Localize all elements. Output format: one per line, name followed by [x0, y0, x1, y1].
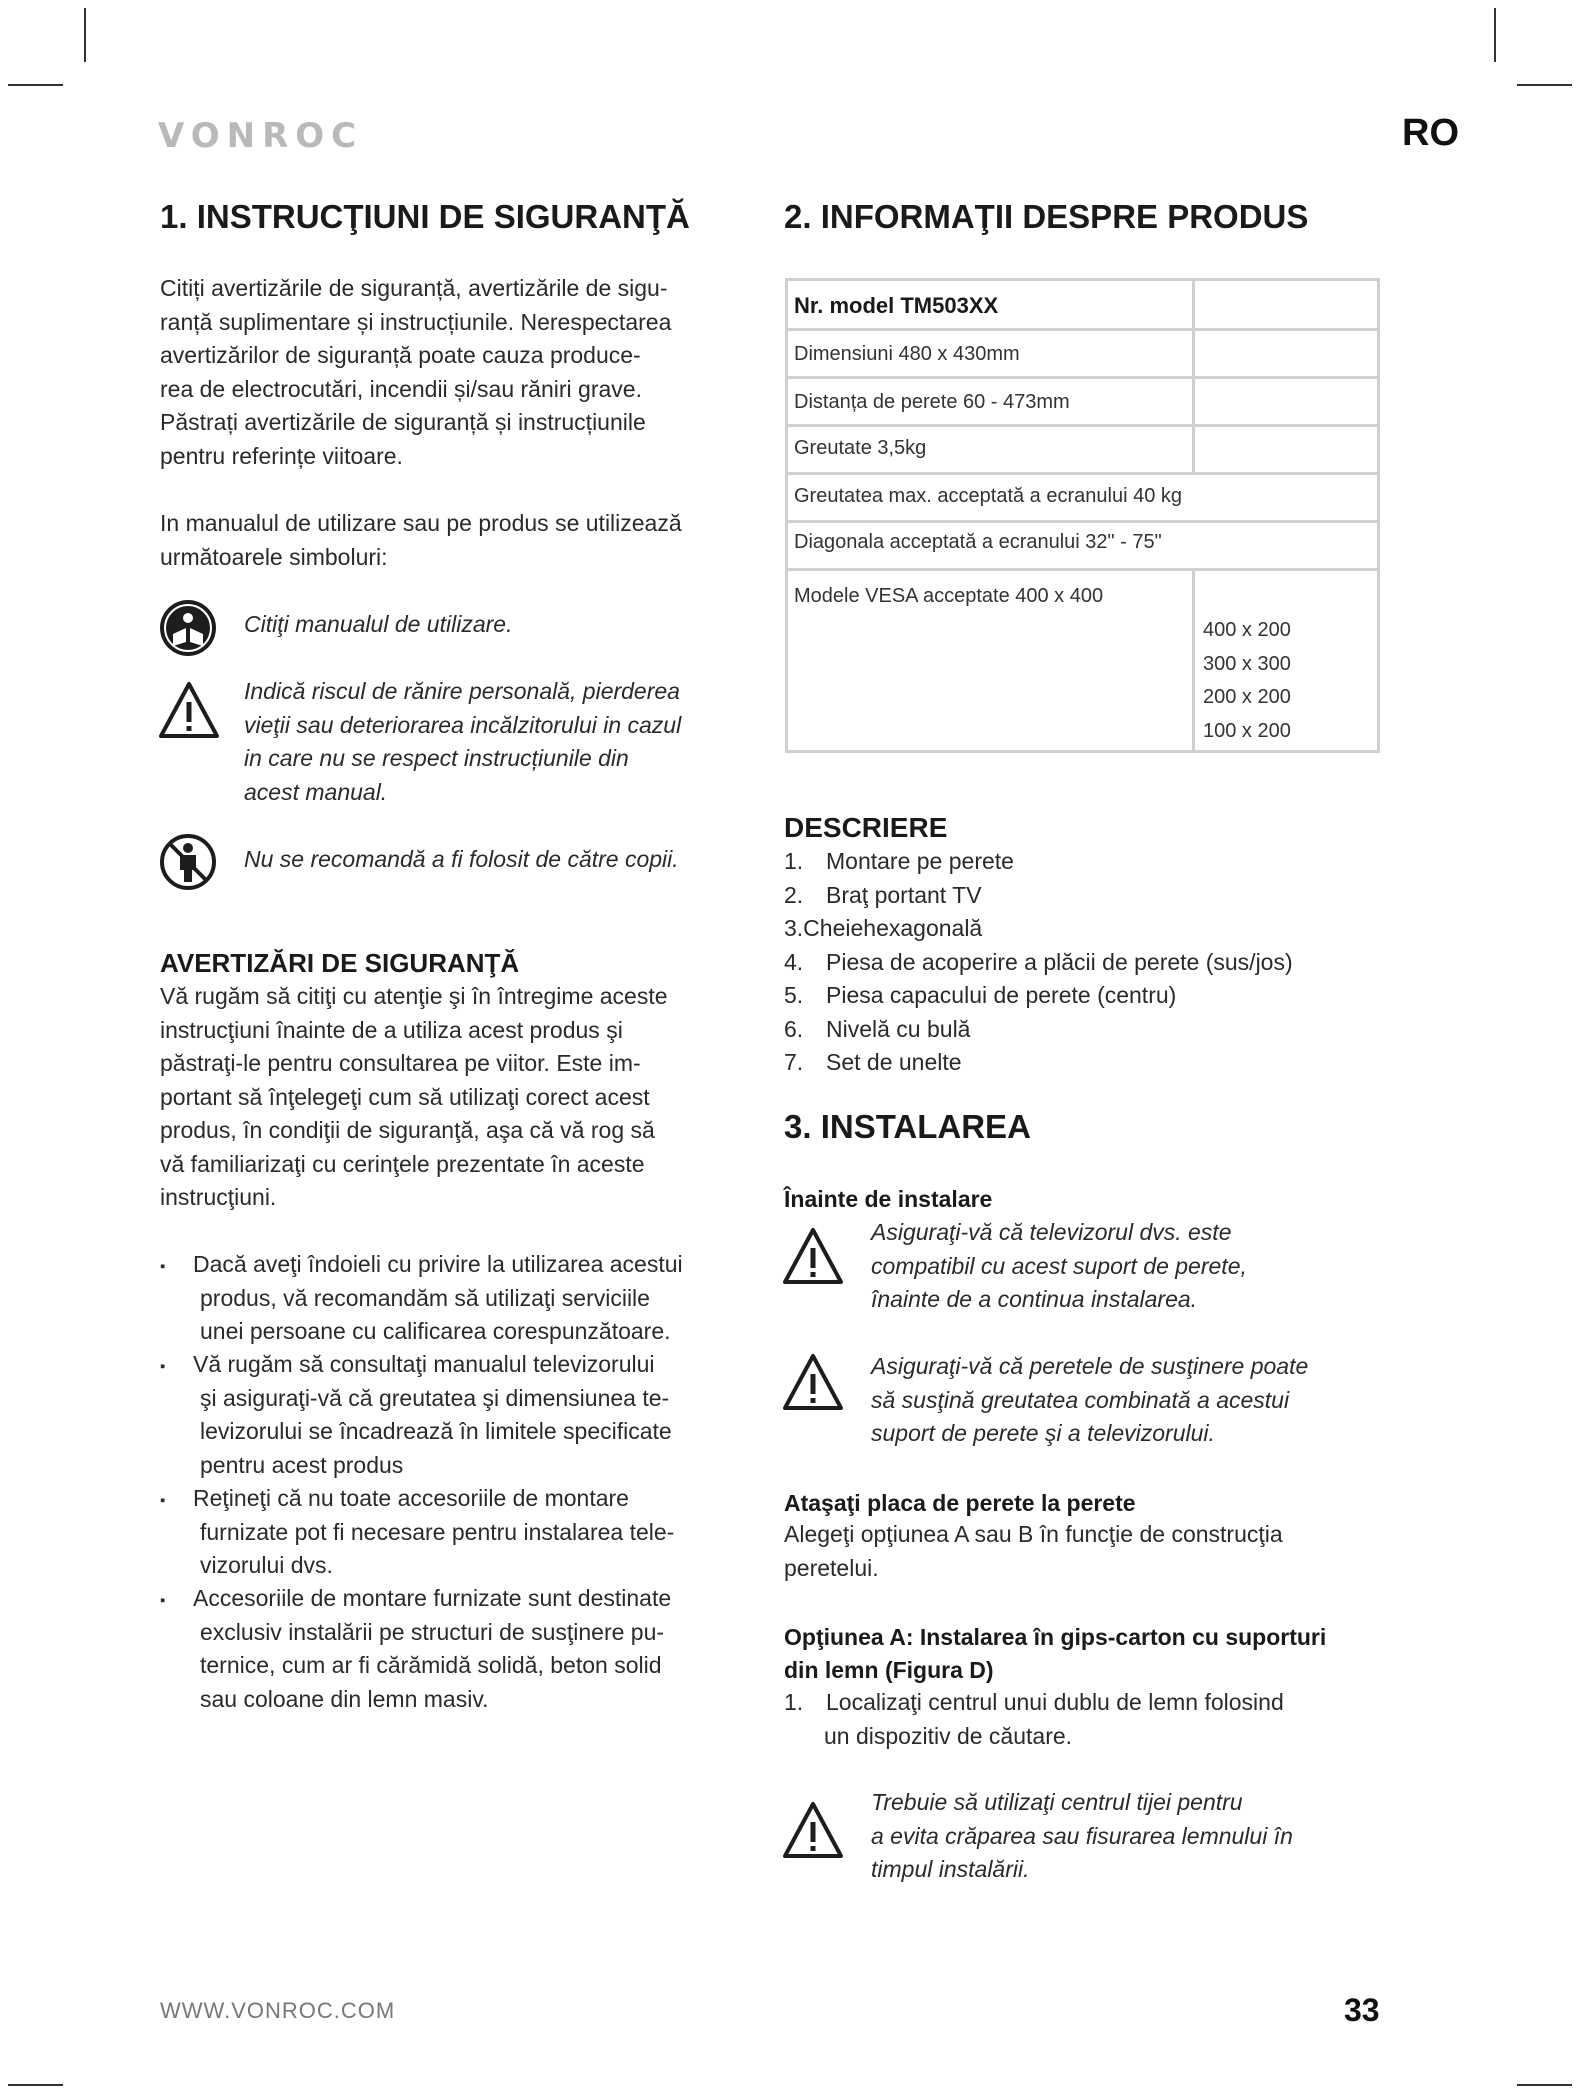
bullet-line: sau coloane din lemn masiv. [200, 1685, 489, 1712]
text-line: instrucţiuni. [160, 1184, 277, 1210]
attach-title: Ataşaţi placa de perete la perete [784, 1490, 1136, 1516]
crop-mark [1494, 8, 1496, 62]
vesa-value: 200 x 200 [1203, 686, 1291, 708]
table-row [787, 378, 1379, 426]
symbol-text: Indică riscul de rănire personală, pierderea [244, 678, 680, 704]
table-row [787, 426, 1379, 474]
bullet-line: Accesoriile de montare furnizate sunt destinate [193, 1585, 672, 1611]
vesa-value: 400 x 200 [1203, 619, 1291, 641]
bullet-line: furnizate pot fi necesare pentru instalarea tele- [200, 1518, 675, 1545]
spec-table [785, 278, 1380, 753]
text-line: următoarele simboluri: [160, 543, 388, 570]
table-cell: Modele VESA acceptate 400 x 400 [787, 570, 1194, 752]
crop-mark [8, 84, 63, 86]
bullet-line: exclusiv instalării pe structuri de susţinere pu- [200, 1618, 665, 1645]
bullet-marker: ▪ [160, 1258, 166, 1275]
option-a-title: Opţiunea A: Instalarea în gips-carton cu suporturi [784, 1624, 1327, 1650]
step-line: Localizaţi centrul unui dublu de lemn folosind [826, 1689, 1284, 1715]
description-title: DESCRIERE [784, 812, 948, 843]
bullet-marker: ▪ [160, 1358, 166, 1375]
bullet-line: Dacă aveţi îndoieli cu privire la utilizarea acestui [193, 1251, 683, 1277]
bullet-line: unei persoane cu calificarea corespunzătoare. [200, 1318, 671, 1344]
table-cell [1194, 280, 1379, 330]
table-row [787, 522, 1379, 570]
section2-title: 2. INFORMAŢII DESPRE PRODUS [784, 198, 1309, 235]
bullet-line: Reţineţi că nu toate accesoriile de montare [193, 1485, 629, 1511]
text-line: păstraţi-le pentru consultarea pe viitor. Este im- [160, 1050, 641, 1076]
text-line: Citiți avertizările de siguranță, avertizările de sigu- [160, 275, 668, 301]
table-row [787, 330, 1379, 378]
text-line: In manualul de utilizare sau pe produs se utilizează [160, 510, 682, 536]
vesa-values-cell [1194, 570, 1379, 752]
crop-mark [8, 2084, 63, 2086]
table-row [787, 280, 1379, 330]
bullet-line: produs, vă recomandăm să utilizaţi serviciile [200, 1284, 650, 1311]
text-line: Alegeţi opţiunea A sau B în funcţie de construcţia [784, 1521, 1283, 1547]
symbol-text: acest manual. [244, 778, 388, 805]
vesa-value: 300 x 300 [1203, 652, 1291, 675]
before-install-title: Înainte de instalare [784, 1186, 993, 1212]
warning-text: înainte de a continua instalarea. [871, 1286, 1198, 1312]
warning-text: să susţină greutatea combinată a acestui [871, 1386, 1290, 1413]
table-cell [1194, 330, 1379, 378]
description-list [784, 845, 1293, 1080]
text-line: rea de electrocutări, incendii și/sau răniri grave. [160, 375, 642, 402]
list-item: 4. Piesa de acoperire a plăcii de perete (sus/jos) [784, 948, 1293, 975]
list-item: 7. Set de unelte [784, 1049, 962, 1075]
crop-mark [1517, 84, 1572, 86]
language-code: RO [1402, 112, 1459, 154]
text-line: avertizărilor de siguranță poate cauza producе- [160, 342, 641, 368]
bullet-line: şi asiguraţi-vă că greutatea şi dimensiunea te- [200, 1384, 670, 1411]
no-children-icon [158, 832, 218, 892]
symbol-text: vieţii sau deteriorarea incălzitorului in cazul [244, 711, 682, 738]
option-a-title: din lemn (Figura D) [784, 1657, 994, 1683]
symbol-text: Nu se recomandă a fi folosit de către copii. [244, 846, 679, 872]
warning-text: Asiguraţi-vă că peretele de susţinere poate [871, 1353, 1309, 1379]
list-item: 2. Braţ portant TV [784, 881, 982, 908]
table-cell: Greutatea max. acceptată a ecranului 40 kg [787, 474, 1379, 522]
warning-text: Asiguraţi-vă că televizorul dvs. este [871, 1219, 1232, 1245]
section1-title: 1. INSTRUCŢIUNI DE SIGURANŢĂ [160, 198, 690, 235]
warning-text: a evita crăparea sau fisurarea lemnului în [871, 1822, 1293, 1849]
table-cell: Dimensiuni 480 x 430mm [787, 330, 1194, 378]
step-number: 1. [784, 1689, 804, 1715]
table-cell: Nr. model TM503XX [787, 280, 1194, 330]
bullet-line: ternice, cum ar fi cărămidă solidă, beton solid [200, 1652, 662, 1678]
table-cell: Diagonala acceptată a ecranului 32" - 75" [787, 522, 1379, 570]
symbol-text: in care nu se respect instrucțiunile din [244, 745, 629, 771]
vesa-value: 100 x 200 [1203, 719, 1291, 742]
text-line: pentru referințe viitoare. [160, 442, 403, 469]
table-cell: Distanța de perete 60 - 473mm [787, 378, 1194, 426]
bullet-line: vizorului dvs. [200, 1552, 333, 1578]
section3-title: 3. INSTALAREA [784, 1108, 1031, 1145]
warning-text: timpul instalării. [871, 1856, 1030, 1882]
text-line: ranță suplimentare și instrucțiunile. Nerespectarea [160, 308, 672, 335]
list-item: 5. Piesa capacului de perete (centru) [784, 982, 1177, 1008]
text-line: portant să înţelegeţi cum să utilizaţi corect acest [160, 1083, 650, 1110]
bullet-marker: ▪ [160, 1592, 166, 1609]
text-line: Păstrați avertizările de siguranță și instrucțiunile [160, 409, 646, 435]
read-manual-icon [158, 598, 218, 658]
warnings-title: AVERTIZĂRI DE SIGURANŢĂ [160, 948, 520, 978]
text-line: produs, în condiţii de siguranţă, aşa că vă rog să [160, 1117, 655, 1143]
text-line: instrucţiuni înainte de a utiliza acest produs şi [160, 1016, 623, 1043]
warning-triangle-icon [158, 680, 220, 740]
table-cell: Greutate 3,5kg [787, 426, 1194, 474]
table-cell [1194, 378, 1379, 426]
table-row [787, 474, 1379, 522]
list-item: 1. Montare pe perete [784, 848, 1014, 874]
warning-triangle-icon [782, 1800, 844, 1860]
list-item: 6. Nivelă cu bulă [784, 1015, 971, 1042]
table-cell [1194, 426, 1379, 474]
text-line: Vă rugăm să citiţi cu atenţie şi în întregime aceste [160, 983, 668, 1009]
text-line: vă familiarizaţi cu cerinţele prezentate în aceste [160, 1150, 645, 1177]
bullet-line: levizorului se încadrează în limitele specificate [200, 1418, 672, 1444]
step-line: un dispozitiv de căutare. [824, 1722, 1073, 1749]
list-item: 3.Cheiehexagonală [784, 915, 983, 941]
text-line: peretelui. [784, 1554, 879, 1581]
bullet-line: pentru acest produs [200, 1451, 404, 1478]
warning-text: suport de perete şi a televizorului. [871, 1420, 1215, 1446]
table-row [787, 570, 1379, 752]
crop-mark [84, 8, 86, 62]
bullet-marker: ▪ [160, 1492, 166, 1509]
brand-logo: VONROC [158, 116, 364, 156]
footer-url: WWW.VONROC.COM [160, 1998, 396, 2023]
warning-text: Trebuie să utilizaţi centrul tijei pentru [871, 1789, 1243, 1815]
warning-triangle-icon [782, 1352, 844, 1412]
warning-text: compatibil cu acest suport de perete, [871, 1252, 1247, 1279]
crop-mark [1517, 2084, 1572, 2086]
symbol-text: Citiţi manualul de utilizare. [244, 611, 513, 637]
warning-triangle-icon [782, 1226, 844, 1286]
page-number: 33 [1344, 1992, 1380, 2028]
bullet-line: Vă rugăm să consultaţi manualul televizorului [193, 1351, 655, 1377]
